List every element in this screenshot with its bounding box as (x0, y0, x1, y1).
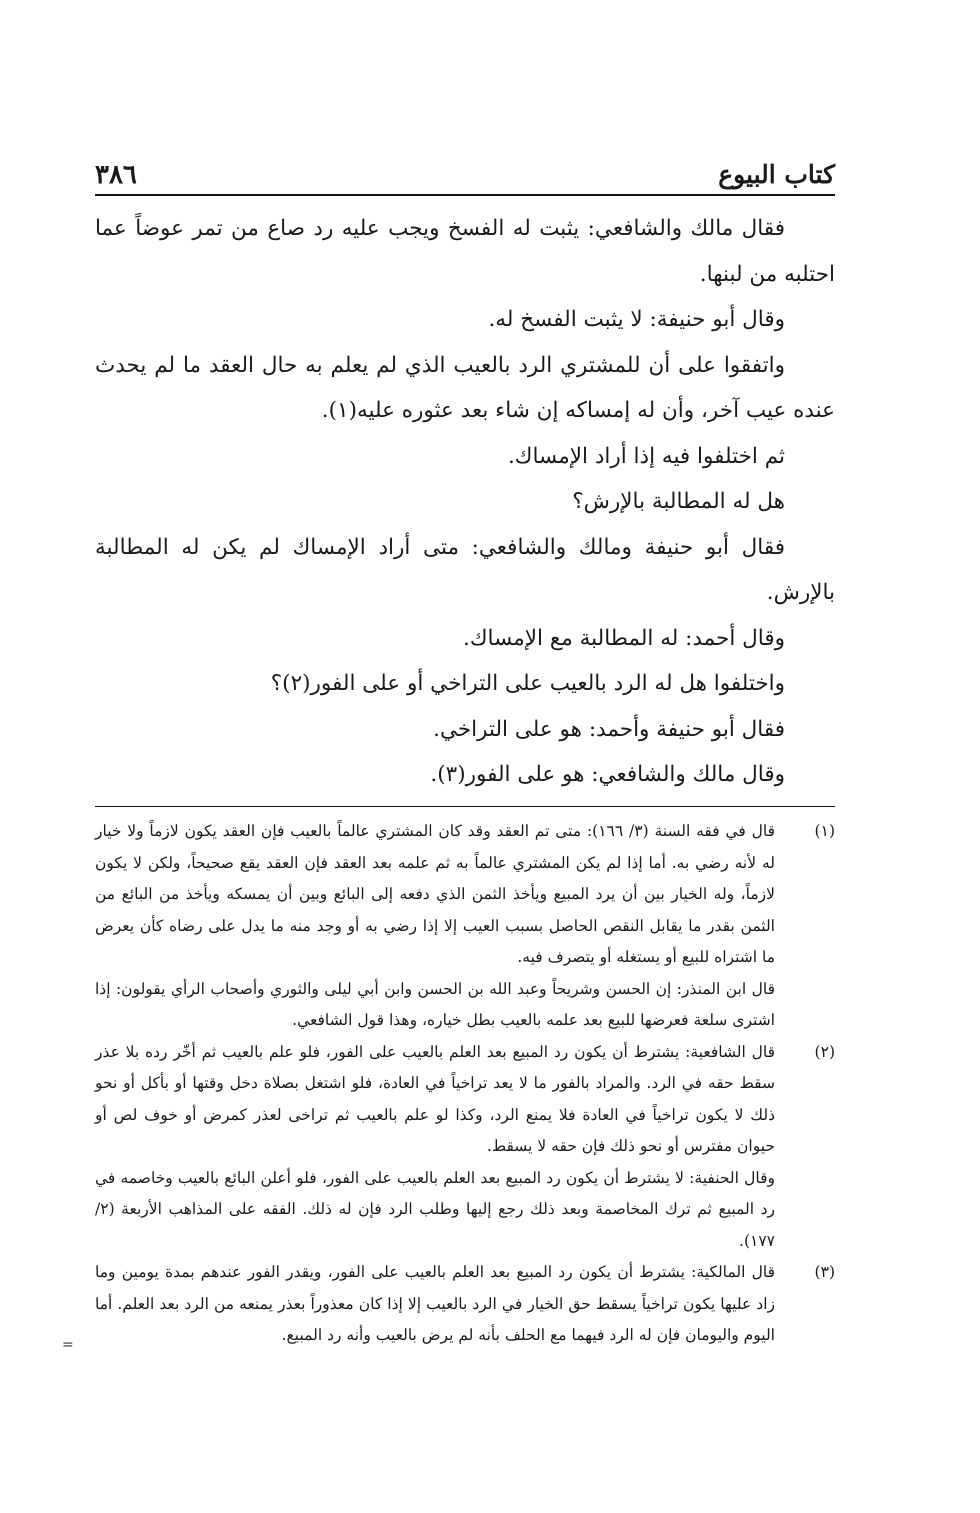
page-header (95, 158, 835, 196)
body-paragraph: وقال أحمد: له المطالبة مع الإمساك. (462, 625, 785, 651)
body-paragraph: واختلفوا هل له الرد بالعيب على التراخي أو على الفور(٢)؟ (270, 671, 785, 696)
body-paragraph: فقال أبو حنيفة وأحمد: هو على التراخي. (433, 716, 785, 742)
footnote-1 (95, 816, 835, 1037)
footnote-paragraph: قال ابن المنذر: إن الحسن وشريحاً وعبد الله بن الحسن وابن أبي ليلى والثوري وأصحاب الرأي يقولون: إذا اشترى سلعة فعرضها للبيع بعد علمه بالعيب بطل خياره، وهذا قول الشافعي. (95, 979, 775, 1029)
footnote-paragraph: قال المالكية: يشترط أن يكون رد المبيع بعد العلم بالعيب على الفور، ويقدر الفور عندهم بمدة يومين وما زاد عليها يكون تراخياً يسقط حق الخيار في الرد بالعيب إلا إذا كان معذوراً بعذر يمنعه من الرد بعد العلم. أما اليوم واليومان فإن له الرد فيهما مع الحلف بأنه لم يرض بالعيب وأنه رد المبيع. (95, 1263, 775, 1344)
page-number: ٣٨٦ (95, 160, 137, 190)
footnote-number: (١) (814, 822, 835, 840)
footnote-2 (95, 1037, 835, 1258)
running-title: كتاب البيوع (718, 160, 835, 189)
footnote-divider (95, 806, 835, 807)
body-paragraph: وقال مالك والشافعي: هو على الفور(٣). (430, 762, 785, 787)
footnotes (95, 816, 835, 1352)
main-text (95, 206, 835, 798)
body-paragraph: وقال أبو حنيفة: لا يثبت الفسخ له. (488, 307, 785, 332)
body-paragraph: فقال أبو حنيفة ومالك والشافعي: متى أراد الإمساك لم يكن له المطالبة بالإرش. (95, 534, 835, 605)
margin-mark: = (62, 1337, 74, 1353)
body-paragraph: واتفقوا على أن للمشتري الرد بالعيب الذي لم يعلم به حال العقد ما لم يحدث عنده عيب آخر، وأن له إمساكه إن شاء بعد عثوره عليه(١). (95, 352, 835, 423)
footnote-number: (٢) (814, 1042, 835, 1061)
footnote-paragraph: قال في فقه السنة (٣/ ١٦٦): متى تم العقد وقد كان المشتري عالماً بالعيب فإن العقد يكون لازماً ولا خيار له لأنه رضي به. أما إذا لم يكن المشتري عالماً به ثم علمه بعد العقد فإن العقد يقع صحيحاً، ولكن لا يكون لازماً، وله الخيار بين أن يرد المبيع ويأخذ الثمن الذي دفعه إلى البائع وبين أن يمسكه ويأخذ من البائع من الثمن بقدر ما يقابل النقص الحاصل بسبب العيب إلا إذا رضي به أو وجد منه ما يدل على رضاه كأن يعرض ما اشتراه للبيع أو يستغله أو يتصرف فيه. (95, 822, 776, 966)
body-paragraph: فقال مالك والشافعي: يثبت له الفسخ ويجب عليه رد صاع من تمر عوضاً عما احتلبه من لبنها. (95, 216, 835, 287)
footnote-paragraph: وقال الحنفية: لا يشترط أن يكون رد المبيع بعد العلم بالعيب على الفور، فلو أعلن البائع بالعيب وخاصمه في رد المبيع ثم ترك المخاصمة وبعد ذلك رجع إليها وطلب الرد فإن له ذلك. الفقه على المذاهب الأربعة (٢/ ١٧٧). (95, 1168, 775, 1250)
footnote-number: (٣) (814, 1263, 835, 1281)
footnote-paragraph: قال الشافعية: يشترط أن يكون رد المبيع بعد العلم بالعيب على الفور، فلو علم بالعيب ثم أخّر رده بلا عذر سقط حقه في الرد. والمراد بالفور ما لا يعد تراخياً في العادة، فلو اشتغل بصلاة دخل وقتها أو بأكل أو نحو ذلك لا يكون تراخياً في العادة فلا يمنع الرد، وكذا لو علم بالعيب ثم تراخى لعذر كمرض أو خوف لص أو حيوان مفترس أو نحو ذلك فإن حقه لا يسقط. (95, 1042, 775, 1155)
footnote-3 (95, 1257, 835, 1352)
body-paragraph: هل له المطالبة بالإرش؟ (572, 489, 785, 514)
body-paragraph: ثم اختلفوا فيه إذا أراد الإمساك. (507, 443, 785, 469)
